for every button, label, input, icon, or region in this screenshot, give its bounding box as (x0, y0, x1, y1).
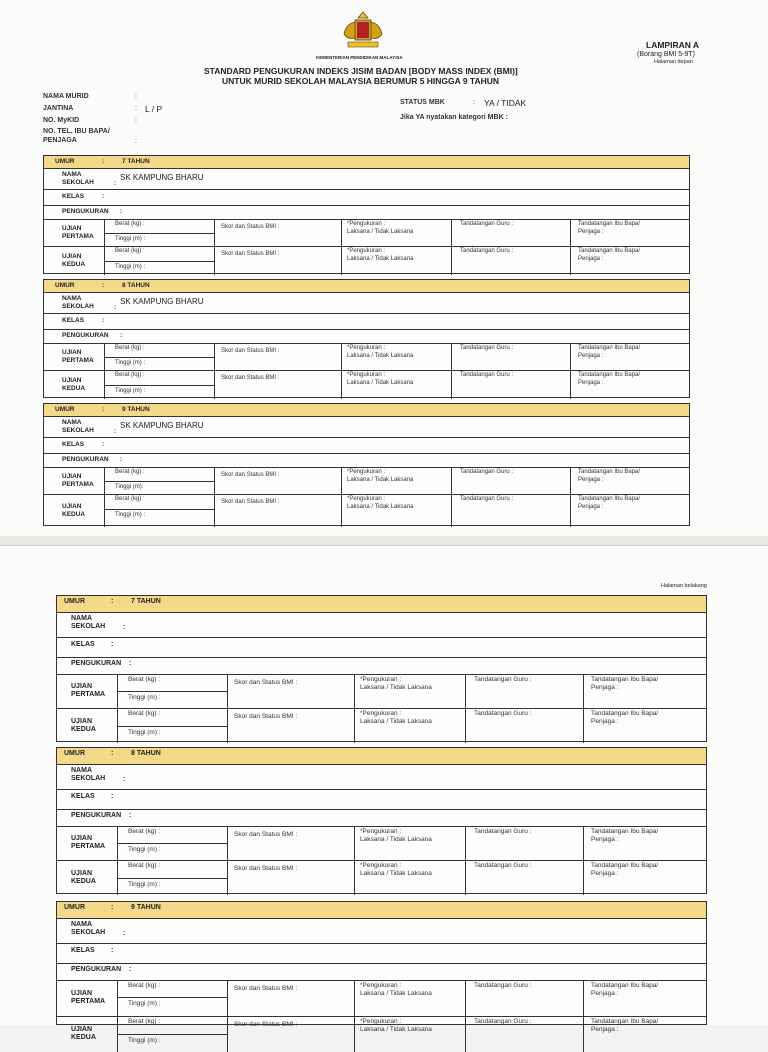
parent-signature: Tandatangan Ibu Bapa/ (578, 248, 641, 254)
parent-signature: Tandatangan Ibu Bapa/ (578, 221, 641, 227)
column-divider (227, 674, 228, 708)
pengukuran-note: *Pengukuran : (347, 248, 386, 254)
column-divider (227, 1016, 228, 1052)
pengukuran-colon: : (120, 332, 123, 339)
sekolah-label: SEKOLAH (62, 302, 94, 310)
parent-signature: Tandatangan Ibu Bapa/ (591, 1018, 659, 1025)
back-page (0, 545, 768, 1044)
column-divider (570, 343, 571, 370)
pengukuran-colon: : (129, 660, 132, 667)
sekolah-colon: : (123, 624, 126, 631)
row-divider (44, 313, 689, 314)
parent-signature-2: Penjaga : (591, 870, 619, 877)
school-name-value: SK KAMPUNG BHARU (120, 421, 204, 430)
kelas-colon: : (102, 441, 105, 448)
row-divider (44, 370, 689, 371)
laksana-option: Laksana / Tidak Laksana (360, 1026, 432, 1033)
ujian-second-label: KEDUA (71, 1034, 96, 1041)
parent-signature-2: Penjaga : (578, 503, 604, 510)
ujian-label: UJIAN (71, 990, 93, 997)
pengukuran-label: PENGUKURAN (71, 660, 122, 667)
column-divider (214, 494, 215, 527)
parent-signature-2: Penjaga : (591, 990, 619, 997)
nama-label: NAMA (62, 295, 82, 302)
ujian-second-label: KEDUA (62, 384, 86, 392)
umur-colon: : (111, 750, 114, 757)
ujian-second-label: KEDUA (62, 510, 86, 518)
umur-label: UMUR (55, 406, 75, 413)
skor-bmi-field: Skor dan Status BMI : (234, 985, 298, 992)
parent-signature: Tandatangan Ibu Bapa/ (591, 828, 659, 835)
skor-bmi-field: Skor dan Status BMI : (234, 679, 298, 686)
mykid-label: NO. MyKID (43, 117, 80, 124)
tinggi-field: Tinggi (m) : (128, 881, 161, 888)
column-divider (583, 980, 584, 1016)
form-title: STANDARD PENGUKURAN INDEKS JISIM BADAN [BODY MASS INDEX (BMI)] (204, 66, 518, 76)
laksana-option: Laksana / Tidak Laksana (360, 836, 432, 843)
pengukuran-colon: : (129, 966, 132, 973)
pengukuran-colon: : (129, 812, 132, 819)
berat-field: Berat (kg) : (115, 221, 145, 227)
pengukuran-note: *Pengukuran : (347, 496, 386, 502)
tinggi-field: Tinggi (m) : (115, 388, 146, 394)
column-divider (451, 494, 452, 527)
form-subtitle: UNTUK MURID SEKOLAH MALAYSIA BERUMUR 5 HINGGA 9 TAHUN (222, 76, 500, 86)
age-value: 7 TAHUN (122, 158, 150, 165)
status-mbk-colon: : (473, 99, 475, 106)
row-divider (57, 789, 706, 790)
cell-divider (104, 357, 214, 358)
skor-bmi-field: Skor dan Status BMI : (221, 499, 280, 505)
pengukuran-label: PENGUKURAN (71, 812, 122, 819)
laksana-option: Laksana / Tidak Laksana (347, 352, 414, 359)
column-divider (341, 343, 342, 370)
kelas-colon: : (111, 793, 114, 800)
nama-label: NAMA (71, 615, 92, 622)
skor-bmi-field: Skor dan Status BMI : (234, 865, 298, 872)
jantina-colon: : (135, 105, 137, 112)
laksana-option: Laksana / Tidak Laksana (347, 503, 414, 510)
age-form-1 (43, 155, 690, 274)
page-label-back: Halaman belakang (661, 583, 707, 589)
column-divider (227, 826, 228, 860)
column-divider (354, 674, 355, 708)
column-divider (214, 219, 215, 246)
sekolah-label: SEKOLAH (71, 775, 106, 782)
umur-colon: : (102, 282, 105, 289)
guru-signature: Tandatangan Guru : (474, 1018, 532, 1025)
jantina-label: JANTINA (43, 105, 74, 112)
row-divider (57, 1016, 706, 1017)
pengukuran-note: *Pengukuran : (360, 982, 402, 989)
pengukuran-label: PENGUKURAN (71, 966, 122, 973)
kelas-label: KELAS (71, 947, 95, 954)
parent-signature-2: Penjaga : (578, 255, 604, 262)
tel-label-1: NO. TEL. IBU BAPA/ (43, 128, 110, 135)
tinggi-field: Tinggi (m) : (128, 846, 161, 853)
ujian-first-label: PERTAMA (71, 691, 106, 698)
nama-label: NAMA (71, 767, 92, 774)
cell-divider (104, 261, 214, 262)
sekolah-label: SEKOLAH (62, 178, 94, 186)
ujian-label: UJIAN (62, 349, 82, 356)
sekolah-label: SEKOLAH (71, 623, 106, 630)
berat-field: Berat (kg) : (115, 372, 145, 378)
tinggi-field: Tinggi (m) : (128, 1000, 161, 1007)
borang-code: (Borang BMI 5-9T) (637, 51, 695, 58)
sekolah-label: SEKOLAH (71, 929, 106, 936)
jantina-value: L / P (145, 104, 163, 114)
parent-signature: Tandatangan Ibu Bapa/ (578, 372, 641, 378)
ujian-label: UJIAN (62, 225, 82, 232)
parent-signature-2: Penjaga : (591, 718, 619, 725)
ujian-first-label: PERTAMA (71, 998, 106, 1005)
berat-field: Berat (kg) : (128, 676, 161, 683)
cell-divider (117, 726, 227, 727)
row-divider (44, 494, 689, 495)
nama-label: NAMA (71, 921, 92, 928)
age-value: 9 TAHUN (122, 406, 150, 413)
age-value: 8 TAHUN (122, 282, 150, 289)
parent-signature-2: Penjaga : (591, 684, 619, 691)
column-divider (465, 860, 466, 895)
berat-field: Berat (kg) : (115, 496, 145, 502)
tinggi-field: Tinggi (m) : (115, 236, 146, 242)
ujian-second-label: KEDUA (71, 877, 96, 885)
ujian-second-label: KEDUA (71, 725, 96, 733)
umur-label: UMUR (55, 282, 75, 289)
laksana-option: Laksana / Tidak Laksana (360, 718, 432, 725)
column-divider (583, 674, 584, 708)
skor-bmi-field: Skor dan Status BMI : (221, 224, 280, 230)
umur-colon: : (102, 406, 105, 413)
column-divider (583, 860, 584, 895)
skor-bmi-field: Skor dan Status BMI : (221, 472, 280, 478)
nama-murid-label: NAMA MURID (43, 93, 89, 100)
column-divider (341, 246, 342, 275)
column-divider (451, 246, 452, 275)
row-divider (57, 980, 706, 981)
page-label-front: Halaman depan (654, 59, 693, 65)
cell-divider (104, 385, 214, 386)
parent-signature: Tandatangan Ibu Bapa/ (591, 710, 659, 717)
parent-signature-2: Penjaga : (578, 228, 604, 235)
column-divider (341, 494, 342, 527)
parent-signature: Tandatangan Ibu Bapa/ (591, 862, 659, 869)
berat-field: Berat (kg) : (115, 248, 145, 254)
age-value: 7 TAHUN (131, 598, 161, 605)
column-divider (465, 980, 466, 1016)
kelas-label: KELAS (62, 317, 85, 324)
column-divider (354, 860, 355, 895)
sekolah-colon: : (123, 776, 126, 783)
tel-colon: : (135, 138, 137, 145)
guru-signature: Tandatangan Guru : (474, 710, 532, 717)
school-name-value: SK KAMPUNG BHARU (120, 297, 204, 306)
age-form-2 (43, 279, 690, 398)
row-divider (44, 329, 689, 330)
column-divider (570, 467, 571, 494)
skor-bmi-field: Skor dan Status BMI : (221, 348, 280, 354)
kelas-label: KELAS (62, 441, 85, 448)
ujian-label: UJIAN (71, 717, 93, 725)
ujian-label: UJIAN (71, 869, 93, 877)
column-divider (354, 826, 355, 860)
mykid-colon: : (135, 117, 137, 124)
laksana-option: Laksana / Tidak Laksana (360, 990, 432, 997)
cell-divider (117, 691, 227, 692)
laksana-option: Laksana / Tidak Laksana (360, 870, 432, 877)
tinggi-field: Tinggi (m): (115, 484, 144, 490)
parent-signature-2: Penjaga : (591, 836, 619, 843)
laksana-option: Laksana / Tidak Laksana (360, 684, 432, 691)
column-divider (341, 219, 342, 246)
tinggi-field: Tinggi (m) : (128, 729, 161, 736)
age-value: 9 TAHUN (131, 904, 161, 911)
parent-signature-2: Penjaga : (578, 379, 604, 386)
parent-signature: Tandatangan Ibu Bapa/ (578, 496, 641, 502)
column-divider (214, 467, 215, 494)
row-divider (44, 467, 689, 468)
ministry-name: KEMENTERIAN PENDIDIKAN MALAYSIA (316, 55, 403, 60)
row-divider (57, 860, 706, 861)
laksana-option: Laksana / Tidak Laksana (347, 255, 414, 262)
parent-signature: Tandatangan Ibu Bapa/ (578, 469, 641, 475)
kelas-label: KELAS (71, 641, 95, 648)
row-divider (44, 219, 689, 220)
parent-signature: Tandatangan Ibu Bapa/ (591, 676, 659, 683)
row-divider (44, 205, 689, 206)
berat-field: Berat (kg) : (128, 982, 161, 989)
laksana-option: Laksana / Tidak Laksana (347, 379, 414, 386)
column-divider (465, 674, 466, 708)
ujian-first-label: PERTAMA (62, 356, 94, 364)
guru-signature: Tandatangan Guru : (460, 221, 514, 227)
cell-divider (117, 843, 227, 844)
guru-signature: Tandatangan Guru : (460, 496, 514, 502)
parent-signature: Tandatangan Ibu Bapa/ (591, 982, 659, 989)
laksana-option: Laksana / Tidak Laksana (347, 228, 414, 235)
row-divider (57, 809, 706, 810)
row-divider (57, 963, 706, 964)
tinggi-field: Tinggi (m) : (128, 1037, 161, 1044)
ujian-first-label: PERTAMA (71, 843, 106, 850)
column-divider (570, 219, 571, 246)
skor-bmi-field: Skor dan Status BMI : (234, 713, 298, 720)
kelas-colon: : (111, 641, 114, 648)
berat-field: Berat (kg) : (128, 862, 161, 869)
column-divider (570, 370, 571, 399)
berat-field: Berat (kg) : (128, 828, 161, 835)
cell-divider (104, 509, 214, 510)
kelas-label: KELAS (62, 193, 85, 200)
row-divider (57, 674, 706, 675)
ujian-label: UJIAN (71, 1026, 93, 1033)
ujian-label: UJIAN (71, 683, 93, 690)
age-form-1 (56, 595, 707, 742)
row-divider (57, 708, 706, 709)
umur-label: UMUR (55, 158, 75, 165)
ujian-label: UJIAN (62, 377, 82, 384)
berat-field: Berat (kg) : (128, 710, 161, 717)
column-divider (583, 826, 584, 860)
umur-colon: : (111, 904, 114, 911)
guru-signature: Tandatangan Guru : (474, 862, 532, 869)
skor-bmi-field: Skor dan Status BMI : (234, 831, 298, 838)
cell-divider (117, 997, 227, 998)
pengukuran-note: *Pengukuran : (347, 469, 386, 475)
row-divider (44, 246, 689, 247)
school-name-value: SK KAMPUNG BHARU (120, 173, 204, 182)
guru-signature: Tandatangan Guru : (474, 676, 532, 683)
column-divider (451, 467, 452, 494)
age-form-2 (56, 747, 707, 894)
umur-colon: : (111, 598, 114, 605)
pengukuran-colon: : (120, 456, 123, 463)
column-divider (227, 708, 228, 743)
laksana-option: Laksana / Tidak Laksana (347, 476, 414, 483)
parent-signature-2: Penjaga : (591, 1026, 619, 1033)
lampiran-label: LAMPIRAN A (646, 40, 700, 50)
column-divider (465, 826, 466, 860)
sekolah-colon: : (114, 427, 117, 435)
pengukuran-note: *Pengukuran : (360, 676, 402, 683)
berat-field: Berat (kg) : (128, 1018, 161, 1025)
sekolah-label: SEKOLAH (62, 426, 94, 434)
umur-label: UMUR (64, 750, 85, 757)
ujian-first-label: PERTAMA (62, 232, 94, 240)
sekolah-colon: : (123, 930, 126, 937)
skor-bmi-field: Skor dan Status BMI : (221, 375, 280, 381)
row-divider (57, 657, 706, 658)
sekolah-colon: : (114, 303, 117, 311)
column-divider (451, 219, 452, 246)
row-divider (57, 637, 706, 638)
guru-signature: Tandatangan Guru : (474, 828, 532, 835)
age-form-3 (56, 901, 707, 1044)
column-divider (341, 370, 342, 399)
ujian-label: UJIAN (62, 503, 82, 510)
column-divider (583, 1016, 584, 1052)
cell-divider (117, 1034, 227, 1035)
guru-signature: Tandatangan Guru : (460, 345, 514, 351)
page-gap (0, 536, 768, 545)
column-divider (354, 708, 355, 743)
parent-signature-2: Penjaga : (578, 476, 604, 483)
kelas-colon: : (102, 193, 105, 200)
column-divider (214, 343, 215, 370)
sekolah-colon: : (114, 179, 117, 187)
skor-bmi-field: Skor dan Status BMI : (221, 251, 280, 257)
nama-label: NAMA (62, 171, 82, 178)
kelas-label: KELAS (71, 793, 95, 800)
parent-signature-2: Penjaga : (578, 352, 604, 359)
guru-signature: Tandatangan Guru : (474, 982, 532, 989)
column-divider (465, 708, 466, 743)
pengukuran-note: *Pengukuran : (360, 862, 402, 869)
nama-label: NAMA (62, 419, 82, 426)
tinggi-field: Tinggi (m) : (115, 512, 146, 518)
kelas-colon: : (111, 947, 114, 954)
pengukuran-note: *Pengukuran : (360, 710, 402, 717)
column-divider (214, 370, 215, 399)
column-divider (117, 980, 118, 1016)
umur-label: UMUR (64, 598, 85, 605)
pengukuran-note: *Pengukuran : (347, 221, 386, 227)
tinggi-field: Tinggi (m) : (128, 694, 161, 701)
status-mbk-label: STATUS MBK (400, 99, 445, 106)
guru-signature: Tandatangan Guru : (460, 469, 514, 475)
coat-of-arms-icon (338, 10, 388, 52)
column-divider (570, 494, 571, 527)
column-divider (341, 467, 342, 494)
column-divider (451, 370, 452, 399)
column-divider (465, 1016, 466, 1052)
column-divider (227, 980, 228, 1016)
ujian-label: UJIAN (62, 253, 82, 260)
column-divider (354, 1016, 355, 1052)
skor-bmi-field: Skor dan Status BMI : (234, 1021, 298, 1028)
umur-label: UMUR (64, 904, 85, 911)
mbk-category-label: Jika YA nyatakan kategori MBK : (400, 114, 508, 121)
pengukuran-colon: : (120, 208, 123, 215)
guru-signature: Tandatangan Guru : (460, 372, 514, 378)
umur-colon: : (102, 158, 105, 165)
row-divider (44, 343, 689, 344)
nama-murid-colon: : (135, 93, 137, 100)
age-form-3 (43, 403, 690, 526)
column-divider (451, 343, 452, 370)
row-divider (57, 826, 706, 827)
parent-signature: Tandatangan Ibu Bapa/ (578, 345, 641, 351)
row-divider (44, 189, 689, 190)
guru-signature: Tandatangan Guru : (460, 248, 514, 254)
age-value: 8 TAHUN (131, 750, 161, 757)
pengukuran-note: *Pengukuran : (360, 1018, 402, 1025)
ujian-second-label: KEDUA (62, 260, 86, 268)
berat-field: Berat (kg) : (115, 469, 145, 475)
column-divider (354, 980, 355, 1016)
pengukuran-label: PENGUKURAN (62, 456, 109, 463)
column-divider (570, 246, 571, 275)
column-divider (104, 494, 105, 527)
pengukuran-note: *Pengukuran : (347, 372, 386, 378)
row-divider (44, 437, 689, 438)
column-divider (227, 860, 228, 895)
cell-divider (104, 481, 214, 482)
cell-divider (104, 233, 214, 234)
tinggi-field: Tinggi (m) : (115, 360, 146, 366)
tinggi-field: Tinggi (m) : (115, 264, 146, 270)
pengukuran-label: PENGUKURAN (62, 208, 109, 215)
ujian-first-label: PERTAMA (62, 480, 94, 488)
column-divider (583, 708, 584, 743)
ujian-label: UJIAN (71, 835, 93, 842)
tel-label-2: PENJAGA (43, 137, 77, 144)
pengukuran-note: *Pengukuran : (360, 828, 402, 835)
row-divider (57, 943, 706, 944)
row-divider (44, 453, 689, 454)
status-mbk-value: YA / TIDAK (484, 98, 527, 108)
pengukuran-label: PENGUKURAN (62, 332, 109, 339)
pengukuran-note: *Pengukuran : (347, 345, 386, 351)
ujian-label: UJIAN (62, 473, 82, 480)
kelas-colon: : (102, 317, 105, 324)
berat-field: Berat (kg) : (115, 345, 145, 351)
cell-divider (117, 878, 227, 879)
column-divider (214, 246, 215, 275)
